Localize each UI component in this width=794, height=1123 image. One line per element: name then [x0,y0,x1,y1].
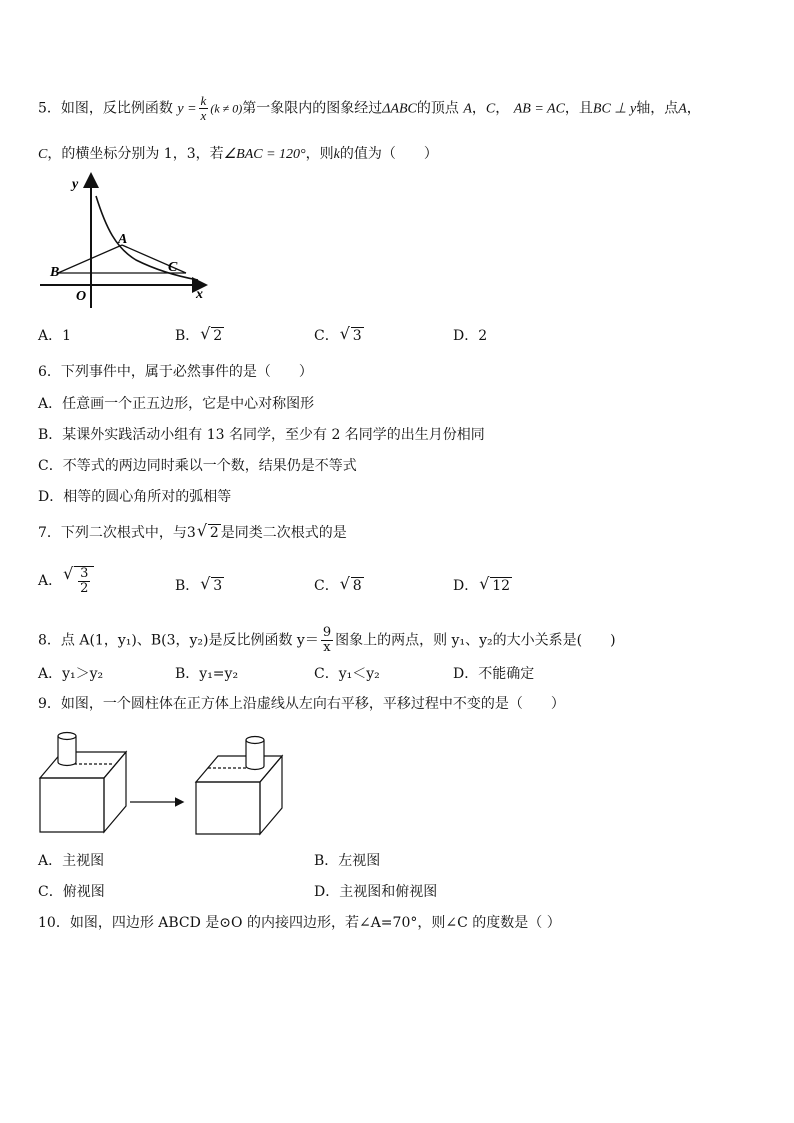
q5-label-o: O [76,289,87,304]
q5-option-c-sqrt [341,326,364,346]
q7-stem-coef: 3 [186,525,196,541]
q9-stem: 9．如图，一个圆柱体在正方体上沿虚线从左向右平移，平移过程中不变的是（ ） [38,696,565,712]
q9-right-cylinder [246,737,264,770]
q7-option-b-prefix: B． [175,578,200,594]
q9-figure [36,726,286,838]
q5-hyperbola-curve [96,196,198,280]
q5-point-c: C [485,101,496,117]
q5-triangle: ΔABC [382,101,417,117]
q7-stem [38,523,347,543]
q8-fraction-num: 9 [322,625,332,640]
q5-stem-line1 [38,94,701,123]
q7-option-c[interactable] [314,576,364,596]
q6-option-d[interactable]: D．相等的圆心角所对的弧相等 [38,489,232,505]
q9-option-a[interactable]: A．主视图 [38,853,105,869]
q5-condition: (k ≠ 0) [210,101,243,116]
q7-stem-sqrt [198,523,221,543]
q5-text1: 如图，反比例函数 [60,100,173,117]
q8-option-c[interactable]: C．y₁＜y₂ [314,666,380,682]
q6-option-c[interactable]: C．不等式的两边同时乘以一个数，结果仍是不等式 [38,458,357,474]
q7-option-c-radicand: 8 [352,578,362,594]
q5-comma2: ， [495,100,510,117]
q5-label-b: B [50,265,60,280]
q5-label-y: y [72,177,79,192]
q5-option-b-sqrt [201,326,224,346]
q7-option-d-sqrt [480,576,512,596]
q8-fraction [321,626,333,655]
q5-option-b-prefix: B． [175,328,200,344]
q7-option-b[interactable] [175,576,224,596]
q5-label-x: x [196,287,203,302]
q7-option-d-radicand: 12 [492,578,511,594]
q7-option-b-sqrt [201,576,224,596]
q9-option-b[interactable]: B．左视图 [314,853,381,869]
q5-option-b[interactable] [175,326,224,346]
q5-option-c-radicand: 3 [352,328,362,344]
q5-text4: ，且 [564,100,593,117]
q8-stem-pre: 8．点 A(1，y₁)、B(3，y₂)是反比例函数 y＝ [38,632,319,649]
q7-option-c-sqrt [341,576,364,596]
q5-text2: 第一象限内的图象经过 [242,100,383,117]
q8-option-a[interactable]: A．y₁＞y₂ [38,666,104,682]
q5-option-c-prefix: C． [314,328,339,344]
q7-option-a-prefix: A． [38,573,63,589]
q8-stem-post: 图象上的两点，则 y₁、y₂的大小关系是( ) [335,632,616,649]
q5-angle: ∠BAC = 120° [223,147,306,162]
q9-left-cylinder [58,733,76,766]
q7-stem-post: 是同类二次根式的是 [220,525,347,541]
q7-stem-radicand: 2 [209,525,219,541]
q9-right-cube [196,756,282,834]
q7-option-c-prefix: C． [314,578,339,594]
q5-option-a[interactable]: A．1 [38,328,72,344]
q7-stem-pre: 7．下列二次根式中，与 [38,525,187,541]
q5-option-b-radicand: 2 [213,328,223,344]
q5-label-a: A [118,232,128,247]
q5-k: k [333,147,340,162]
q7-option-b-radicand: 3 [213,578,223,594]
q5-text3: 的顶点 [416,100,459,117]
q5-option-c[interactable] [314,326,364,346]
q5-graph-figure [36,168,216,318]
q5-line2-c: C [38,147,48,162]
q5-line2-text: ，的横坐标分别为 1，3，若 [47,146,224,162]
q7-option-d-prefix: D． [453,578,479,594]
q8-stem [38,626,616,655]
q8-option-d[interactable]: D．不能确定 [453,666,535,682]
q7-option-a-den: 2 [80,581,89,596]
q5-comma1: ， [471,100,486,117]
q8-fraction-den: x [323,640,331,655]
q9-left-cube [40,752,126,832]
q5-comma3: ， [686,100,701,117]
q5-line2-text2: ，则 [305,146,334,162]
q9-option-c[interactable]: C．俯视图 [38,884,105,900]
q5-label-c: C [168,260,178,275]
q5-stem-line2 [38,144,438,165]
q7-option-d[interactable] [453,576,512,596]
q5-func-x: x [200,108,207,123]
q5-func-fraction [199,94,209,123]
q10-stem: 10．如图，四边形 ABCD 是⊙O 的内接四边形，若∠A=70°，则∠C 的度数是（ ） [38,915,561,931]
q5-equality: AB = AC [513,101,565,117]
q6-option-b[interactable]: B．某课外实践活动小组有 13 名同学，至少有 2 名同学的出生月份相同 [38,427,485,443]
q7-option-a-sqrt [64,566,94,596]
q5-number: 5． [38,100,61,117]
q7-option-a-radicand [74,566,94,596]
q5-point-a2: A [678,101,687,117]
q6-stem: 6．下列事件中，属于必然事件的是（ ） [38,364,313,380]
q5-func-y: y = [177,101,197,117]
q5-option-d[interactable]: D．2 [453,328,488,344]
q5-func-k: k [200,93,207,108]
q5-point-a: A [463,101,472,117]
q7-option-a[interactable] [38,566,94,596]
q5-text5: 轴，点 [636,100,679,117]
q9-option-d[interactable]: D．主视图和俯视图 [314,884,438,900]
q7-option-a-num: √ 3 [80,566,89,581]
q5-perp: BC ⊥ y [592,101,637,117]
q6-option-a[interactable]: A．任意画一个正五边形，它是中心对称图形 [38,396,315,412]
q8-option-b[interactable]: B．y₁=y₂ [175,666,239,682]
q5-line2-text3: 的值为（ ） [339,146,438,162]
